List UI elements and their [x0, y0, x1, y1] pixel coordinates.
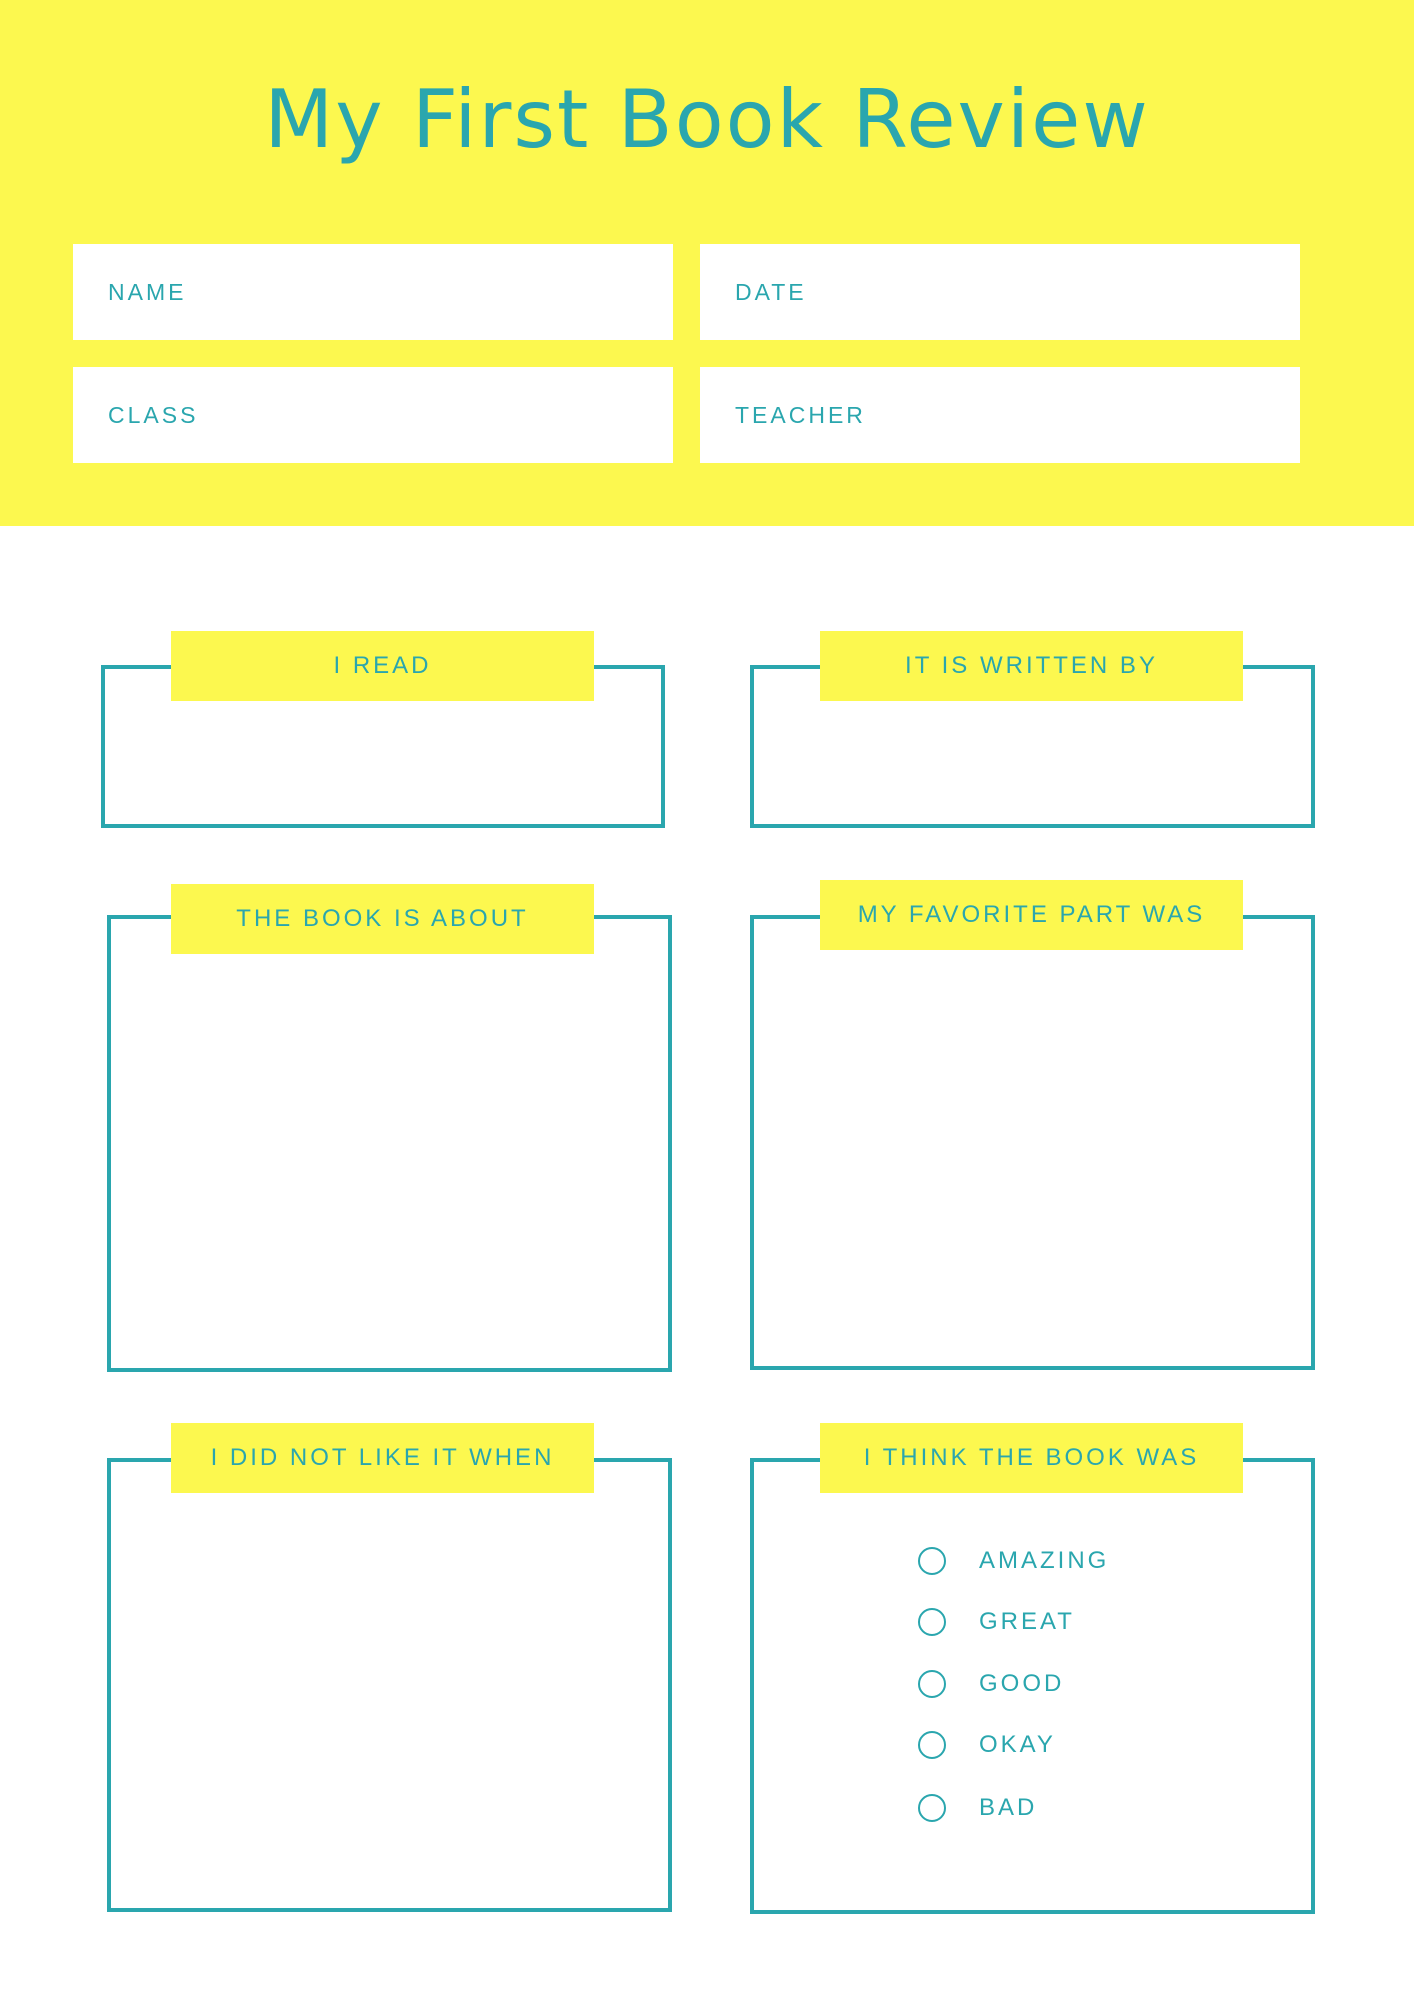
- favorite-part-label: MY FAVORITE PART WAS: [857, 901, 1206, 928]
- teacher-field-label: TEACHER: [735, 401, 866, 428]
- favorite-part-box[interactable]: [750, 915, 1315, 1370]
- did-not-like-box[interactable]: [107, 1458, 672, 1912]
- rating-option-label: GOOD: [979, 1670, 1065, 1697]
- favorite-part-tag: [820, 880, 1243, 950]
- radio-circle-icon[interactable]: [918, 1731, 946, 1759]
- think-book-tag: [820, 1423, 1243, 1493]
- rating-option-label: AMAZING: [979, 1547, 1110, 1574]
- date-field[interactable]: [700, 244, 1300, 340]
- rating-option-bad[interactable]: [918, 1791, 1037, 1825]
- class-field-label: CLASS: [108, 401, 199, 428]
- rating-option-label: OKAY: [979, 1731, 1056, 1758]
- date-field-label: DATE: [735, 278, 807, 305]
- rating-option-label: GREAT: [979, 1608, 1075, 1635]
- class-field[interactable]: [73, 367, 673, 463]
- written-by-tag: [820, 631, 1243, 701]
- header-banner: [0, 0, 1414, 526]
- radio-circle-icon[interactable]: [918, 1547, 946, 1575]
- rating-option-amazing[interactable]: [918, 1544, 1109, 1578]
- rating-option-great[interactable]: [918, 1605, 1075, 1639]
- radio-circle-icon[interactable]: [918, 1670, 946, 1698]
- page-title: My First Book Review: [264, 73, 1150, 166]
- think-book-label: I THINK THE BOOK WAS: [863, 1444, 1200, 1471]
- rating-option-label: BAD: [979, 1794, 1038, 1821]
- book-about-box[interactable]: [107, 915, 672, 1372]
- did-not-like-label: I DID NOT LIKE IT WHEN: [210, 1444, 555, 1471]
- written-by-label: IT IS WRITTEN BY: [905, 652, 1158, 679]
- book-about-tag: [171, 884, 594, 954]
- book-about-label: THE BOOK IS ABOUT: [236, 905, 529, 932]
- name-field[interactable]: [73, 244, 673, 340]
- did-not-like-tag: [171, 1423, 594, 1493]
- name-field-label: NAME: [108, 278, 187, 305]
- radio-circle-icon[interactable]: [918, 1794, 946, 1822]
- i-read-label: I READ: [333, 652, 432, 679]
- radio-circle-icon[interactable]: [918, 1608, 946, 1636]
- i-read-tag: [171, 631, 594, 701]
- rating-option-good[interactable]: [918, 1667, 1064, 1701]
- teacher-field[interactable]: [700, 367, 1300, 463]
- rating-option-okay[interactable]: [918, 1728, 1056, 1762]
